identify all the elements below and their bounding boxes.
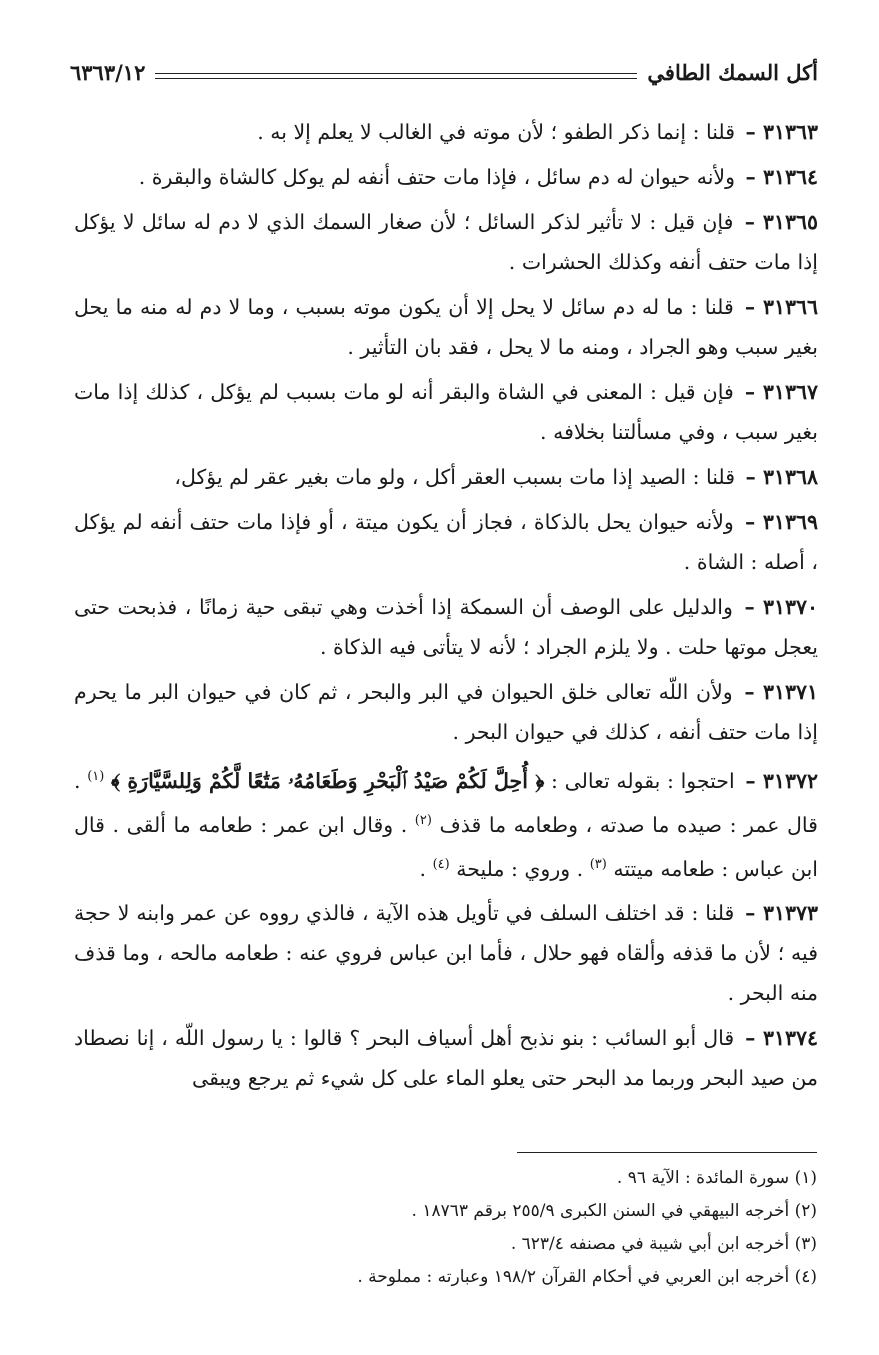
paragraph-number: ٣١٣٧٣ – bbox=[745, 901, 818, 926]
paragraph bbox=[74, 202, 818, 282]
paragraph-number: ٣١٣٧١ – bbox=[744, 680, 818, 704]
footnote-separator bbox=[517, 1152, 817, 1153]
paragraph-number: ٣١٣٦٩ – bbox=[744, 510, 818, 534]
paragraph-number: ٣١٣٦٤ – bbox=[745, 165, 818, 189]
running-header bbox=[70, 52, 818, 92]
header-page-number: ٦٣٦٣/١٢ bbox=[70, 59, 146, 85]
header-title: أكل السمك الطافي bbox=[647, 59, 818, 85]
paragraph-text: قلنا : الصيد إذا مات بسبب العقر أكل ، ولو مات بغير عقر لم يؤكل، bbox=[174, 465, 736, 489]
paragraph-number: ٣١٣٦٨ – bbox=[745, 465, 818, 489]
paragraph-text: فإن قيل : لا تأثير لذكر السائل ؛ لأن صغار السمك الذي لا دم له سائل لا يؤكل إذا مات حتف أنفه وكذلك الحشرات . bbox=[74, 210, 818, 274]
paragraph bbox=[74, 112, 818, 152]
footnote: (٣) أخرجه ابن أبي شيبة في مصنفه ٦٢٣/٤ . bbox=[510, 1234, 817, 1254]
paragraph-number: ٣١٣٦٧ – bbox=[744, 380, 818, 404]
paragraph-text: قلنا : إنما ذكر الطفو ؛ لأن موته في الغالب لا يعلم إلا به . bbox=[257, 120, 736, 144]
paragraph-number: ٣١٣٧٤ – bbox=[745, 1026, 819, 1051]
paragraph bbox=[74, 287, 818, 367]
paragraph bbox=[74, 157, 818, 197]
paragraph-text: احتجوا : بقوله تعالى : bbox=[550, 768, 735, 793]
paragraph bbox=[74, 457, 818, 497]
paragraph-text: . وقال ابن عمر : طعامه ما ألقى . قال ابن عباس : طعامه ميتته bbox=[74, 812, 818, 881]
paragraph-number: ٣١٣٦٥ – bbox=[744, 210, 818, 234]
paragraph-text: فإن قيل : المعنى في الشاة والبقر أنه لو مات بسبب لم يؤكل ، كذلك إذا مات بغير سبب ، وفي مسألتنا بخلافه . bbox=[74, 380, 818, 444]
paragraph-text: قال أبو السائب : بنو نذبح أهل أسياف البحر ؟ قالوا : يا رسول اللّه ، إنا نصطاد من صيد البحر وربما مد البحر حتى يعلو الماء على كل شيء ثم يرجع ويبقى bbox=[74, 1026, 818, 1091]
paragraph-text: قلنا : قد اختلف السلف في تأويل هذه الآية ، فالذي رووه عن عمر وابنه لا حجة فيه ؛ لأن ما قذفه وألقاه فهو حلال ، فأما ابن عباس فروي عنه : طعامه مالحه ، وما قذف منه البحر . bbox=[74, 901, 818, 1006]
paragraph-text: . bbox=[419, 856, 427, 881]
footnote: (١) سورة المائدة : الآية ٩٦ . bbox=[616, 1168, 817, 1188]
paragraph-number: ٣١٣٧٢ – bbox=[745, 768, 818, 793]
paragraph-number: ٣١٣٦٣ – bbox=[745, 120, 818, 144]
paragraph-number: ٣١٣٧٠ – bbox=[744, 595, 818, 619]
paragraph-text: ولأنه حيوان له دم سائل ، فإذا مات حتف أنفه لم يوكل كالشاة والبقرة . bbox=[138, 165, 736, 189]
paragraph bbox=[74, 372, 818, 452]
footnote-ref[interactable]: (٤) bbox=[432, 856, 450, 872]
paragraph-text: والدليل على الوصف أن السمكة إذا أخذت وهي تبقى حية زمانًا ، فذبحت حتى يعجل موتها حلت . ولا يلزم الجراد ؛ لأنه لا يتأتى فيه الذكاة . bbox=[74, 595, 818, 659]
paragraph-number: ٣١٣٦٦ – bbox=[744, 295, 818, 319]
main-text bbox=[74, 112, 818, 1103]
paragraph-text: ولأن اللّه تعالى خلق الحيوان في البر والبحر ، ثم كان في حيوان البر ما يحرم إذا مات حتف أنفه ، كذلك في حيوان البحر . bbox=[74, 680, 818, 744]
paragraph bbox=[74, 587, 818, 667]
footnote-ref[interactable]: (٢) bbox=[414, 812, 432, 828]
quran-verse: ﴿ أُحِلَّ لَكُمْ صَيْدُ ٱلْبَحْرِ وَطَعَامُهُۥ مَتَٰعًا لَّكُمْ وَلِلسَّيَّارَةِ ﴾ bbox=[111, 768, 545, 793]
footnote-ref[interactable]: (٣) bbox=[589, 856, 607, 872]
footnote: (٤) أخرجه ابن العربي في أحكام القرآن ١٩٨/٢ وعبارته : مملوحة . bbox=[357, 1267, 817, 1287]
footnote-ref[interactable]: (١) bbox=[87, 769, 105, 784]
footnotes bbox=[73, 1162, 817, 1294]
paragraph bbox=[74, 893, 818, 1013]
paragraph-text: . وروي : مليحة bbox=[456, 856, 584, 881]
paragraph-text: ولأنه حيوان يحل بالذكاة ، فجاز أن يكون ميتة ، أو فإذا مات حتف أنفه لم يؤكل ، أصله : الشاة . bbox=[74, 510, 818, 574]
footnote: (٢) أخرجه البيهقي في السنن الكبرى ٢٥٥/٩ برقم ١٨٧٦٣ . bbox=[411, 1201, 817, 1221]
paragraph-text: . قال عمر : صيده ما صدته ، وطعامه ما قذف bbox=[74, 768, 818, 837]
paragraph bbox=[74, 1018, 818, 1098]
paragraph-quran-citation bbox=[74, 757, 818, 888]
paragraph bbox=[74, 672, 818, 752]
header-double-rule bbox=[155, 73, 637, 79]
paragraph bbox=[74, 502, 818, 582]
paragraph-text: قلنا : ما له دم سائل لا يحل إلا أن يكون موته بسبب ، وما لا دم له منه ما يحل بغير سبب وهو الجراد ، ومنه ما لا يحل ، فقد بان التأثير . bbox=[74, 295, 818, 359]
